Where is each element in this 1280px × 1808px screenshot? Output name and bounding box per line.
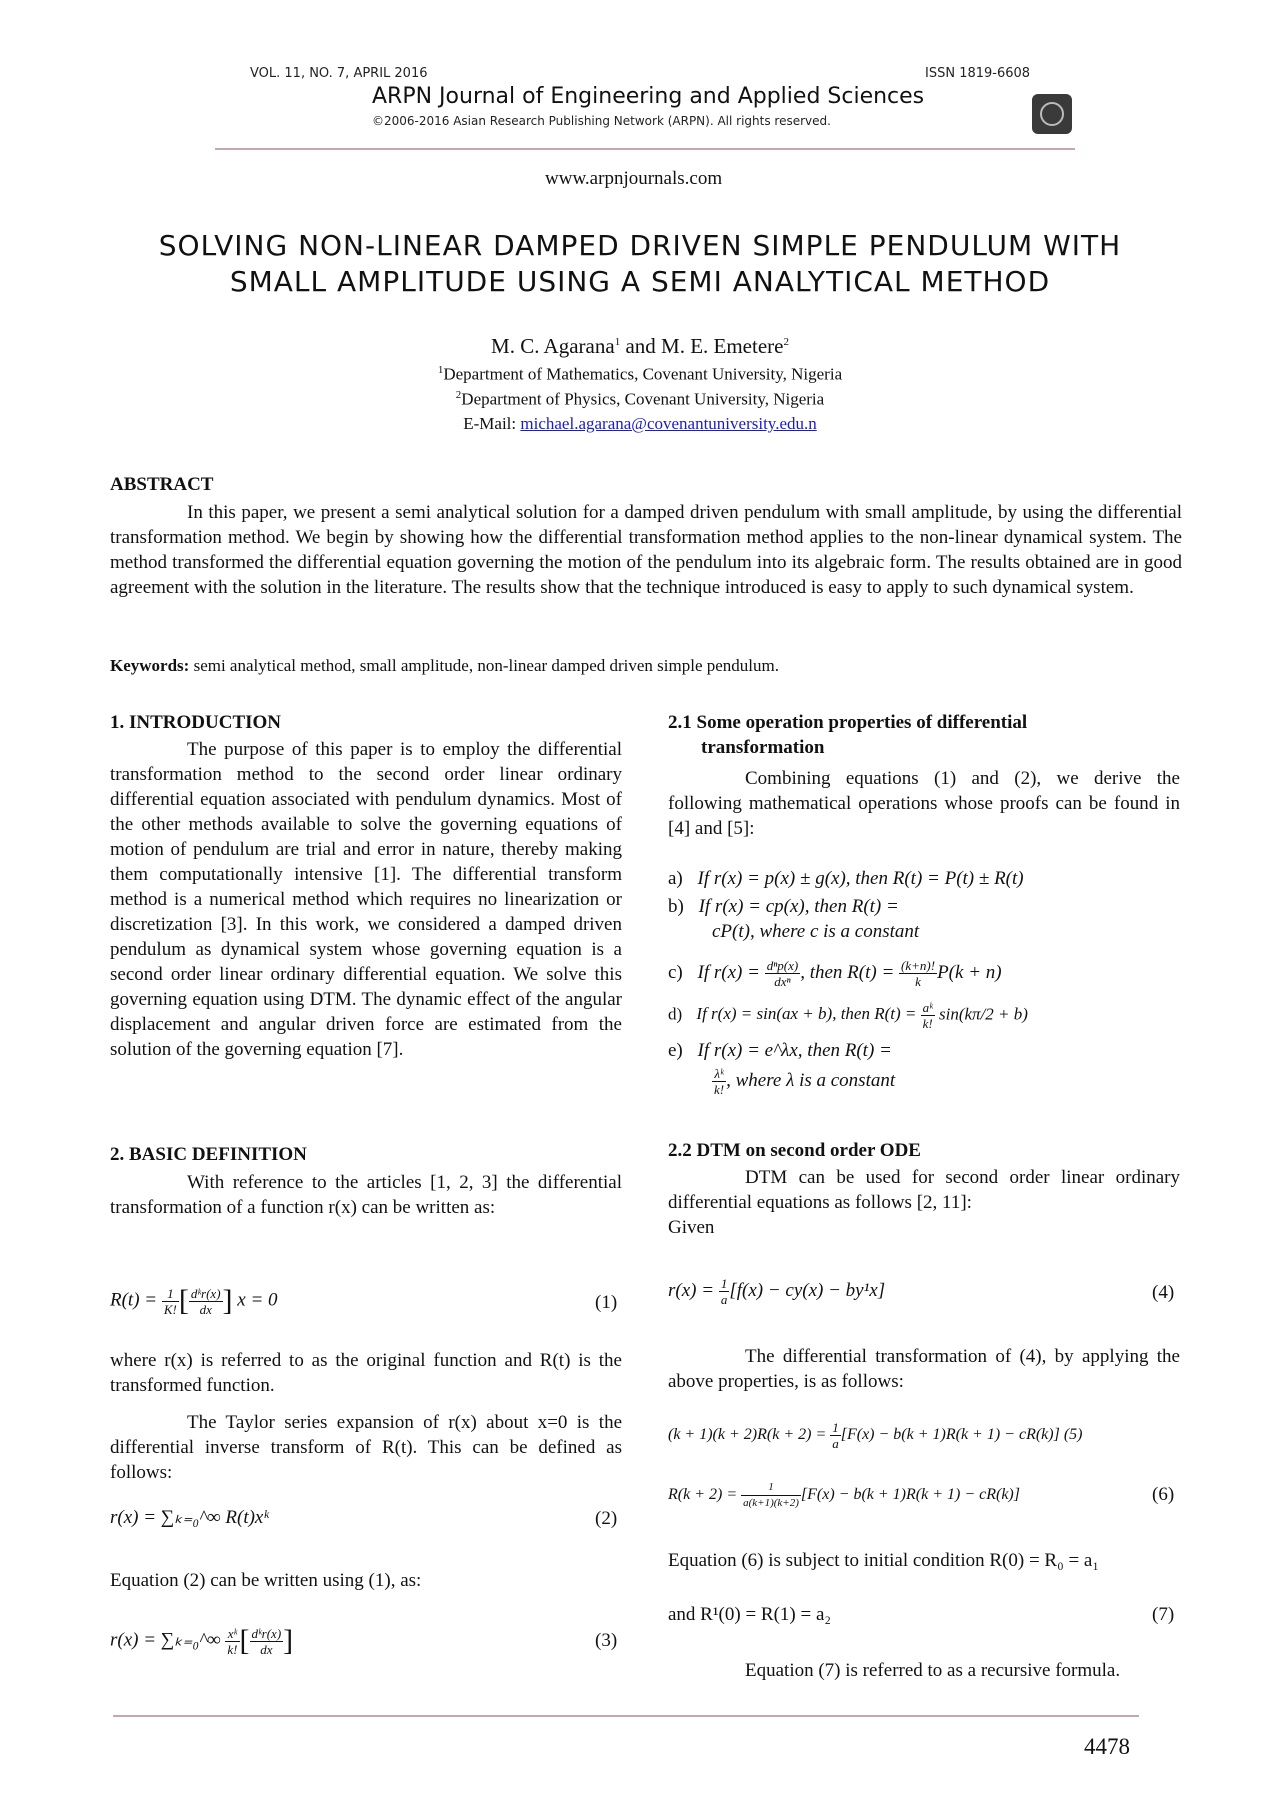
prop-e-text: If r(x) = e^λx, then R(t) = — [697, 1040, 892, 1061]
eq6-rhs: [F(x) − b(k + 1)R(k + 1) − cR(k)] — [800, 1486, 1020, 1504]
dtm-body — [668, 1165, 1180, 1240]
email-link[interactable]: michael.agarana@covenantuniversity.edu.n — [520, 414, 817, 433]
eq5-lhs: (k + 1)(k + 2)R(k + 2) = — [668, 1426, 827, 1444]
eq4-number: (4) — [1152, 1282, 1175, 1303]
eq4-note — [668, 1344, 1180, 1394]
eq4-lhs: r(x) = — [668, 1279, 715, 1301]
authors — [240, 334, 1040, 359]
eq4-rhs: [f(x) − cy(x) − by¹x] — [729, 1279, 886, 1301]
prop-c-frac2: $\frac{(k+n)!}{k}$ — [901, 958, 936, 989]
aff1-text: Department of Mathematics, Covenant University, Nigeria — [443, 364, 843, 384]
abstract-text: In this paper, we present a semi analytical solution for a damped driven pendulum with small amplitude, by using the differential transformation method. We begin by showing how the differential transformation method applies to the non-linear dynamical system. The method transformed the differential equation governing the motion of the pendulum into its algebraic form. The results obtained are in good agreement with the solution in the literature. The results show that the technique introduced is easy to apply to such dynamical system. — [110, 502, 1182, 598]
and-word: and — [625, 334, 656, 358]
ops-heading-1: 2.1 Some operation properties of differential — [668, 712, 1028, 733]
prop-e-end: , where λ is a constant — [726, 1069, 896, 1091]
author-2-sup: 2 — [783, 336, 789, 348]
eq4-text: The differential transformation of (4), by applying the above properties, is as follows: — [668, 1346, 1180, 1392]
author-1-sup: 1 — [614, 336, 621, 348]
eq3-number: (3) — [595, 1630, 618, 1651]
eq6-text: Equation (6) is subject to initial condition R(0) = R₀ = a₁ — [668, 1550, 1099, 1571]
footer-rule — [113, 1715, 1139, 1717]
prop-c-end: P(k + n) — [937, 961, 1002, 983]
affiliation-2 — [240, 389, 1040, 410]
intro-heading: 1. INTRODUCTION — [110, 712, 282, 733]
keywords-label: Keywords: — [110, 656, 190, 675]
eq5-frac: $\frac{1}{a}$ — [832, 1420, 839, 1451]
property-c — [668, 958, 1002, 989]
prop-d-label: d) — [668, 1004, 683, 1024]
prop-d-end: sin(kπ/2 + b) — [939, 1004, 1028, 1024]
property-a — [668, 868, 1024, 890]
prop-a-text: If r(x) = p(x) ± g(x), then R(t) = P(t) ± R(t) — [697, 868, 1024, 889]
prop-c-mid: , then R(t) = — [800, 961, 895, 983]
prop-b-text: If r(x) = cp(x), then R(t) = — [698, 896, 899, 917]
eq2-note — [110, 1568, 622, 1593]
journal-url[interactable]: www.arpnjournals.com — [545, 168, 723, 189]
prop-c-frac1: $\frac{\text{dⁿp(x)}}{\text{dxⁿ}}$ — [766, 958, 799, 989]
eq1-lhs: R(t) = — [110, 1289, 158, 1311]
eq2-number: (2) — [595, 1508, 618, 1529]
prop-a-label: a) — [668, 868, 683, 889]
prop-b-text2: cP(t), where c is a constant — [712, 921, 920, 942]
prop-d-frac: $\frac{\text{aᵏ}}{k!}$ — [922, 1000, 933, 1031]
intro-text: The purpose of this paper is to employ the differential transformation method to the second order linear ordinary differential equation associated with pendulum dynamics. Most of the other methods available to solve the governing equations of motion of pendulum are trial and error in nature, thereby making them computationally intensive [1]. The differential transform method is a numerical method which requires no linearization or discretization [3]. In this work, we considered a damped driven pendulum as dynamical system whose governing equation is a second order linear ordinary differential equation. We solve this governing equation using DTM. The dynamic effect of the angular displacement and angular driven force are estimated from the solution of the governing equation [7]. — [110, 739, 622, 1060]
prop-b-label: b) — [668, 896, 684, 917]
eq1-rhs: x = 0 — [237, 1289, 278, 1311]
keywords — [110, 656, 779, 676]
page-number: 4478 — [1084, 1734, 1130, 1759]
where-body — [110, 1348, 622, 1398]
prop-d-text: If r(x) = sin(ax + b), then R(t) = — [696, 1004, 917, 1024]
equation-5 — [668, 1420, 1082, 1451]
title-line-2: SMALL AMPLITUDE USING A SEMI ANALYTICAL METHOD — [229, 265, 1051, 298]
eq4-frac: $\frac{1}{a}$ — [720, 1276, 728, 1307]
keywords-text: semi analytical method, small amplitude, non-linear damped driven simple pendulum. — [193, 656, 779, 675]
copyright: ©2006-2016 Asian Research Publishing Network (ARPN). All rights reserved. — [372, 114, 831, 128]
author-2: M. E. Emetere — [661, 334, 784, 358]
title-line-1: SOLVING NON-LINEAR DAMPED DRIVEN SIMPLE PENDULUM WITH — [158, 229, 1122, 262]
aff1-sup: 1 — [437, 364, 444, 376]
aff2-sup: 2 — [455, 389, 462, 401]
taylor-text: The Taylor series expansion of r(x) about x=0 is the differential inverse transform of R(t). This can be defined as follows: — [110, 1412, 622, 1483]
aff2-text: Department of Physics, Covenant University, Nigeria — [461, 389, 825, 409]
eq6-frac: $\frac{1}{a(k+1)(k+2)}$ — [743, 1481, 799, 1509]
issn: ISSN 1819-6608 — [925, 66, 1031, 81]
basic-body — [110, 1170, 622, 1220]
eq2-text: Equation (2) can be written using (1), as: — [110, 1570, 422, 1591]
prop-e-label: e) — [668, 1040, 683, 1061]
ops-heading — [668, 712, 1027, 759]
dtm-heading: 2.2 DTM on second order ODE — [668, 1140, 921, 1161]
header-rule — [215, 148, 1075, 150]
given-text: Given — [668, 1217, 715, 1238]
prop-c-text: If r(x) = — [697, 961, 760, 983]
eq6-note — [668, 1548, 1180, 1573]
email-label: E-Mail: — [463, 414, 517, 433]
ops-heading-2: transformation — [701, 737, 825, 758]
property-b — [668, 896, 919, 943]
abstract-heading: ABSTRACT — [110, 474, 214, 495]
equation-3: r(x) = ∑ₖ₌₀^∞ $\frac{\text{xᵏ}}{k!}$ [ $\frac{\text{dᵏr(x)}}{dx}$ ] — [110, 1624, 294, 1657]
author-1: M. C. Agarana — [491, 334, 615, 358]
intro-body — [110, 737, 622, 1062]
property-d — [668, 1000, 1028, 1031]
prop-e-frac: $\frac{\text{λᵏ}}{k!}$ — [714, 1066, 725, 1097]
arpn-logo-icon — [1032, 94, 1072, 134]
equation-4 — [668, 1276, 885, 1307]
basic-heading: 2. BASIC DEFINITION — [110, 1144, 307, 1165]
taylor-body — [110, 1410, 622, 1485]
eq1-frac-1: $\frac{1}{K!}$ — [163, 1285, 177, 1317]
basic-text: With reference to the articles [1, 2, 3] the differential transformation of a function r(x) can be written as: — [110, 1172, 622, 1218]
eq3-frac-2: $\frac{\text{dᵏr(x)}}{dx}$ — [251, 1625, 282, 1657]
journal-title: ARPN Journal of Engineering and Applied Sciences — [372, 84, 925, 109]
eq7-number: (7) — [1152, 1604, 1175, 1625]
dtm-text: DTM can be used for second order linear ordinary differential equations as follows [2, 11]: — [668, 1167, 1180, 1213]
eq1-number: (1) — [595, 1292, 618, 1313]
eq6-number: (6) — [1152, 1484, 1175, 1505]
property-e — [668, 1040, 895, 1097]
equation-6 — [668, 1480, 1020, 1511]
prop-c-label: c) — [668, 961, 683, 983]
equation-2: r(x) = ∑ₖ₌₀^∞ R(t)xᵏ — [110, 1507, 269, 1528]
eq3-lhs: r(x) = ∑ₖ₌₀^∞ — [110, 1629, 221, 1651]
eq5-rhs: [F(x) − b(k + 1)R(k + 1) − cR(k)] (5) — [840, 1426, 1083, 1444]
eq3-frac-1: $\frac{\text{xᵏ}}{k!}$ — [227, 1625, 238, 1657]
affiliation-1 — [240, 364, 1040, 385]
ops-text: Combining equations (1) and (2), we derive the following mathematical operations whose proofs can be found in [4] and [5]: — [668, 768, 1180, 839]
equation-7: and R¹(0) = R(1) = a₂ — [668, 1604, 832, 1625]
abstract-body — [110, 500, 1182, 600]
ops-body — [668, 766, 1180, 841]
eq6-lhs: R(k + 2) = — [668, 1486, 738, 1504]
email-line — [240, 414, 1040, 434]
equation-1: R(t) = $\frac{1}{K!}$ [ $\frac{\text{dᵏr(x)}}{dx}$ ] x = 0 — [110, 1284, 278, 1317]
eq1-frac-2: $\frac{\text{dᵏr(x)}}{dx}$ — [190, 1285, 221, 1317]
where-text: where r(x) is referred to as the original function and R(t) is the transformed function. — [110, 1350, 622, 1396]
eq7-note: Equation (7) is referred to as a recursive formula. — [745, 1660, 1121, 1681]
volume-info: VOL. 11, NO. 7, APRIL 2016 — [250, 66, 428, 81]
prop-e-line2 — [712, 1066, 895, 1097]
paper-title — [90, 228, 1190, 300]
